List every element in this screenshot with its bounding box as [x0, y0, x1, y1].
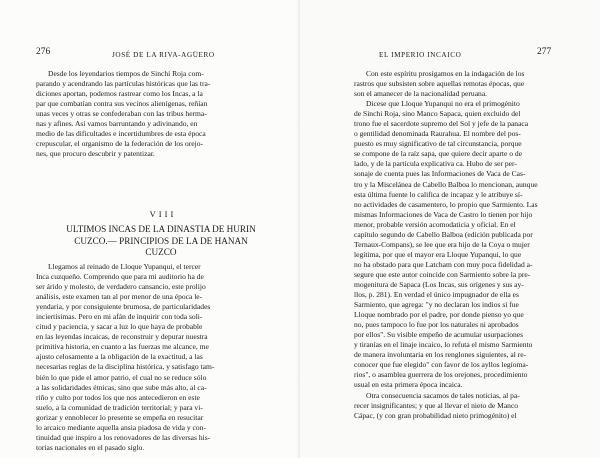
text-line: llos, p. 281). En verdad el único impugnador de ella es — [354, 290, 519, 300]
text-line: son el amanecer de la nacionalidad peruana. — [354, 89, 488, 99]
text-line: Dicese que Lloque Yupanqui no era el primogénito — [366, 99, 520, 109]
text-line: tinuidad que inspiro a los renovadores de las diversas his- — [36, 432, 211, 442]
text-line: Cápac, (y con gran probabilidad nieto primogénito) el — [354, 410, 517, 420]
text-line: recer insignificantes; y que al llevar el nieto de Manco — [354, 400, 519, 410]
text-line: menor, probable versión acomodaticia y oficial. En el — [354, 219, 516, 229]
text-line: mismas Informaciones de Vaca de Castro lo tienen por hijo — [354, 209, 533, 219]
left-page-number: 276 — [36, 47, 51, 57]
text-line: o gentilidad denominada Raurahua. El nombre del pos- — [354, 129, 521, 139]
text-line: rastros que subsisten sobre aquellas remotas épocas, que — [354, 79, 525, 89]
text-line: lo arcaico mediante aquella ansia piadosa de vida y con- — [36, 422, 206, 432]
text-line: en las leyendas incaicas, de reconstruir y depurar nuestra — [36, 332, 208, 342]
text-line: esta última fuente lo califica de incapaz y le atribuye sí- — [354, 189, 523, 199]
text-line: usual en esta primera época incaica. — [354, 380, 463, 390]
right-page-number: 277 — [537, 47, 552, 57]
text-line: lado, y de la partícula explicativa ca. Hubo de ser per- — [354, 159, 517, 169]
text-line: nas y afines. Así vamos barruntando y adivinando, en — [36, 119, 198, 129]
text-line: ser árido y molesto, de verdadero cansancio, este prolijo — [36, 282, 206, 292]
text-line: Otra consecuencia sacamos de tales noticias, al pa- — [366, 390, 520, 400]
text-line: y tiranías en el linaje incaico, lo refuta el mismo Sarmiento — [354, 340, 533, 350]
text-line: necesarias reglas de la disciplina histórica, y satisfago tam- — [36, 362, 215, 372]
text-line: unas veces y otras se confederaban con las tribus herma- — [36, 109, 207, 119]
right-running-head: EL IMPERIO INCAICO — [379, 51, 462, 59]
text-line: de Sinchi Roja, sino Manco Sapaca, quien excluido del — [354, 109, 521, 119]
text-line: riño y culto por todos los que nos antecedieron en este — [36, 392, 200, 402]
section-title-line: CUZCO — [145, 247, 177, 257]
text-line: parando y acendrando las partículas históricas que las tra- — [36, 79, 211, 89]
text-line: no actividades de casamentero, lo propio que Sarmiento. Las — [354, 199, 538, 209]
left-running-head: JOSÉ DE LA RIVA-AGÜERO — [112, 51, 215, 59]
text-line: rios", o asamblea guerrera de los orejones, procedimiento — [354, 370, 528, 380]
text-line: trono fue el sacerdote supremo del Sol y jefe de la panaca — [354, 119, 529, 129]
text-line: torias nacionales en el pasado siglo. — [36, 442, 145, 452]
text-line: citud y paciencia, y sacar a luz lo que haya de probable — [36, 322, 203, 332]
text-line: no ha obstado para que Latcham con muy poca fidelidad a- — [354, 259, 533, 269]
text-line: de manera involuntaria en los renglones siguientes, al re- — [354, 350, 527, 360]
text-line: bién lo que pide el amor patrio, el cual no se reduce sólo — [36, 372, 207, 382]
text-line: tro y la Miscelánea de Cabello Balboa lo mencionan, aunque — [354, 179, 538, 189]
text-line: primitiva historia, en cuanto a las fuerzas me alcance, me — [36, 342, 209, 352]
text-line: no, pues tampoco lo fue por los naturales ni aprobados — [354, 320, 519, 330]
text-line: Ternaux-Compans), se lee que era hijo de la Coya o mujer — [354, 239, 530, 249]
section-number: VIII — [149, 209, 177, 219]
text-line: segure que este autor coincide con Sarmiento sobre la pre- — [354, 269, 531, 279]
text-line: par que combatían contra sus vecinos alienígenas, reñían — [36, 99, 208, 109]
text-line: Con este espíritu prosigamos en la indagación de los — [366, 69, 525, 78]
text-line: gorizar y ennoblecer lo presente se empeña en resucitar — [36, 412, 204, 422]
right-body-text — [354, 69, 538, 421]
text-line: sonaje de cuenta pues las Informaciones de Vaca de Cas- — [354, 169, 526, 179]
text-line: yendaria, y por consiguiente brumosa, de particularidades — [36, 302, 211, 312]
text-line: crepuscular, el organismo de la federación de los orejo- — [36, 139, 203, 149]
section-title-line: CUZCO.— PRINCIPIOS DE LA DE HANAN — [74, 235, 248, 246]
left-intro-paragraph — [36, 69, 210, 159]
text-line: diciones aportan, podemos rastrear como los Incas, a la — [36, 89, 203, 99]
section-title — [30, 224, 292, 259]
text-line: Desde los leyendarios tiempos de Sinchi Roja com- — [48, 69, 204, 78]
text-line: ajusto celosamente a la obligación de la exactitud, a las — [36, 352, 203, 362]
text-line: puesto es muy significativo de tal circunstancia, porque — [354, 139, 522, 149]
text-line: nes, que procuro descubrir y patentizar. — [36, 149, 155, 159]
text-line: Inca cuzqueño. Comprendo que para mi auditorio ha de — [36, 272, 204, 282]
text-line: mogenitura de Sapaca (Los Incas, sus orígenes y sus ay- — [354, 279, 524, 289]
text-line: conocer que fue elegido" con favor de los ayllos legíoma- — [354, 360, 529, 370]
text-line: legítima, por que el mayor era Lloque Yupanqui, lo que — [354, 249, 522, 259]
text-line: medio de las dificultades e incertidumbres de esta época — [36, 129, 206, 139]
left-body-paragraph — [36, 262, 214, 453]
text-line: por ellos". Su visible empeño de acumular usurpaciones — [354, 330, 524, 340]
text-line: suelo, a la comunidad de tradición territorial; y para vi- — [36, 402, 203, 412]
text-line: capítulo segundo de Cabello Balboa (edición publicada por — [354, 229, 533, 239]
text-line: análisis, este examen tan al por menor de una época le- — [36, 292, 203, 302]
text-line: inciertísimas. Pero en mi afán de inquirir con toda soli- — [36, 312, 203, 322]
text-line: Llegamos al reinado de Lloque Yupanqui, el tercer — [48, 262, 201, 271]
text-line: se compone de la raíz sapa, que quiere decir aparte o de — [354, 149, 523, 159]
section-title-line: ULTIMOS INCAS DE LA DINASTIA DE HURIN — [66, 224, 256, 234]
text-line: a las solidaridades étnicas, sino que sube más alto, al ca- — [36, 382, 207, 392]
text-line: Sarmiento, que agrega: "y no declaran los indios si fue — [354, 300, 519, 310]
text-line: Lloque nombrado por el padre, por donde pienso yo que — [354, 310, 524, 320]
right-page — [300, 0, 600, 458]
